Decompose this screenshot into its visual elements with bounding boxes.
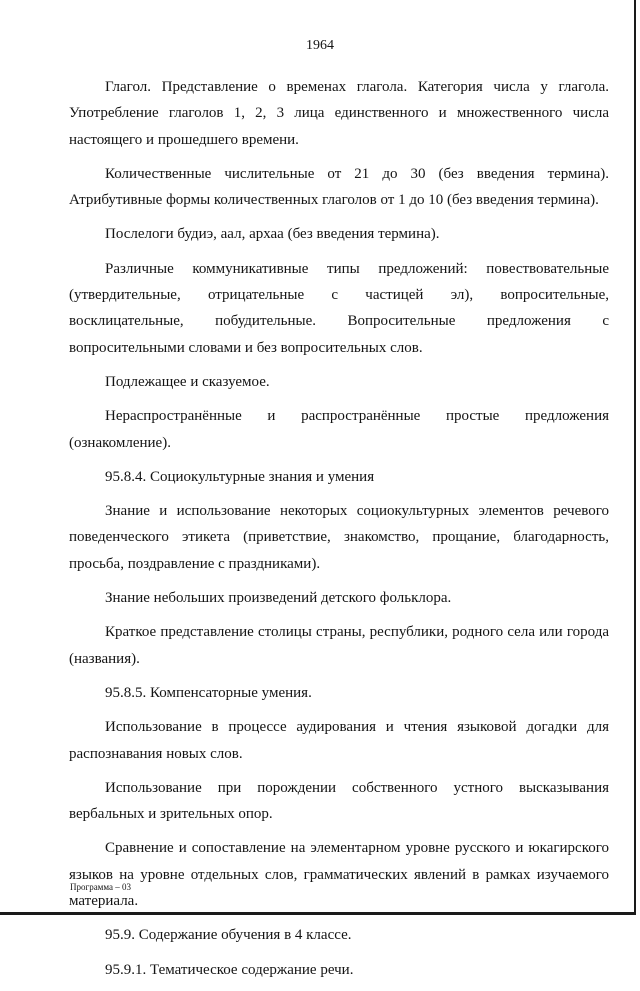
footer-label: Программа – 03 — [70, 882, 132, 892]
paragraph-supports: Использование при порождении собственного устного высказывания вербальных и зрительных опор. — [69, 779, 609, 823]
document-body — [69, 74, 609, 991]
section-heading-95-9-1: 95.9.1. Тематическое содержание речи. — [105, 961, 354, 978]
section-heading-95-8-5: 95.8.5. Компенсаторные умения. — [105, 684, 312, 701]
paragraph-folklore: Знание небольших произведений детского фольклора. — [105, 590, 452, 607]
paragraph-guessing: Использование в процессе аудирования и чтения языковой догадки для распознавания новых слов. — [69, 719, 609, 762]
paragraph-numerals: Количественные числительные от 21 до 30 (без введения термина). Атрибутивные формы количественных глаголов от 1 до 10 (без введения термина). — [69, 165, 609, 209]
paragraph-postpositions: Послелоги будиэ, аал, архаа (без введения термина). — [105, 226, 440, 243]
section-heading-95-8-4: 95.8.4. Социокультурные знания и умения — [105, 468, 375, 485]
section-heading-95-9: 95.9. Содержание обучения в 4 классе. — [105, 927, 352, 944]
paragraph-verb: Глагол. Представление о временах глагола. Категория числа у глагола. Употребление глаголов 1, 2, 3 лица единственного и множественного числа настоящего и прошедшего времени. — [69, 79, 609, 148]
paragraph-sentence-types: Различные коммуникативные типы предложений: повествовательные (утвердительные, отрицательные с частицей эл), вопросительные, восклицательные, побудительные. Вопросительные предложения с вопросительными словами и без вопросительных слов. — [69, 260, 609, 356]
page-number: 1964 — [306, 38, 334, 53]
paragraph-comparison: Сравнение и сопоставление на элементарном уровне русского и юкагирского языков на уровне отдельных слов, грамматических явлений в рамках изучаемого материала. — [69, 840, 609, 910]
paragraph-etiquette: Знание и использование некоторых социокультурных элементов речевого поведенческого этикета (приветствие, знакомство, прощание, благодарность, просьба, поздравление с праздниками). — [69, 503, 609, 572]
paragraph-capital: Краткое представление столицы страны, республики, родного села или города (названия). — [69, 624, 609, 667]
paragraph-subject-predicate: Подлежащее и сказуемое. — [105, 373, 270, 390]
paragraph-simple-sentences: Нераспространённые и распространённые простые предложения (ознакомление). — [69, 408, 609, 451]
